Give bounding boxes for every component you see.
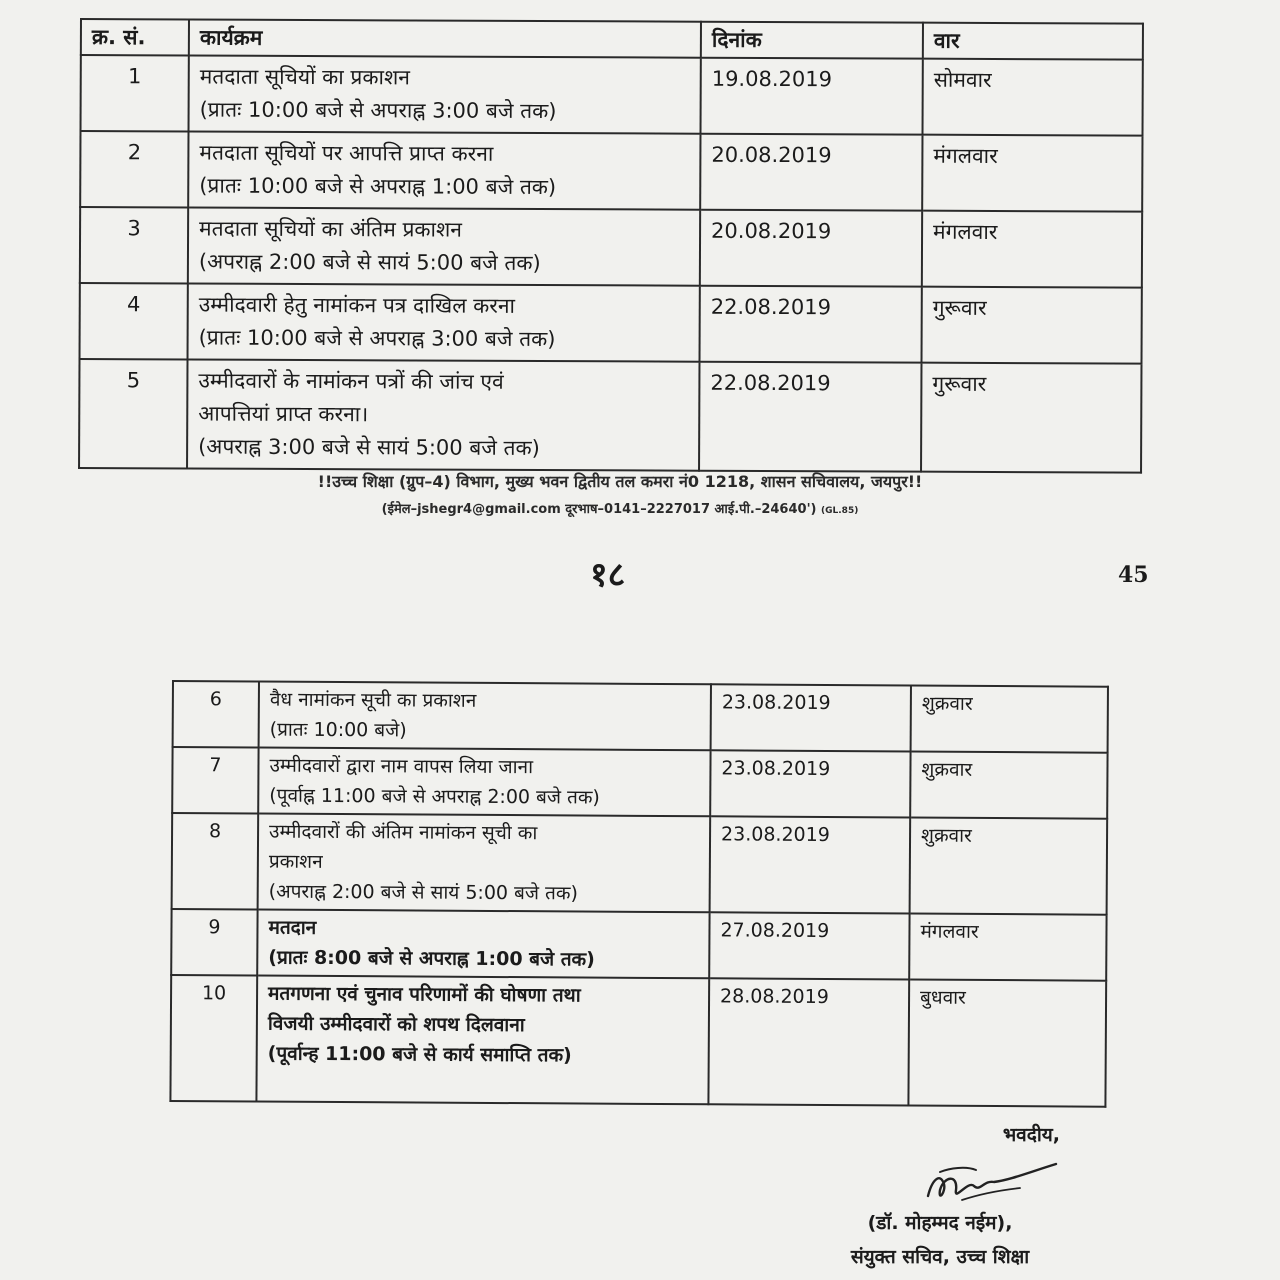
table-row	[173, 681, 1108, 753]
row-day: शुक्रवार	[910, 752, 1107, 819]
program-time: (प्रातः 8:00 बजे से अपराह्न 1:00 बजे तक)	[268, 946, 595, 971]
table-row	[172, 813, 1108, 915]
row-date: 19.08.2019	[701, 58, 923, 135]
row-date: 23.08.2019	[710, 750, 910, 817]
program-time: (पूर्वाह्न 11:00 बजे से अपराह्न 2:00 बजे तक)	[269, 784, 600, 809]
row-sno: 8	[172, 813, 259, 910]
row-program	[188, 207, 700, 285]
program-line: मतदाता सूचियों पर आपत्ति प्राप्त करना	[199, 140, 494, 166]
row-day: गुरूवार	[921, 363, 1141, 473]
footer-address: !!उच्च शिक्षा (ग्रुप–4) विभाग, मुख्य भवन द्वितीय तल कमरा नं0 1218, शासन सचिवालय, जयपुर!!	[317, 472, 923, 491]
row-sno: 1	[81, 55, 189, 131]
table-row	[171, 909, 1106, 981]
row-day: सोमवार	[922, 59, 1142, 136]
table-row	[172, 747, 1107, 819]
program-line: मतगणना एवं चुनाव परिणामों की घोषणा तथा	[268, 982, 581, 1007]
program-time: (पूर्वान्ह 11:00 बजे से कार्य समाप्ति तक)	[267, 1042, 572, 1067]
header-sno: क्र. सं.	[81, 19, 189, 55]
program-line-2: आपत्तियां प्राप्त करना।	[198, 401, 369, 427]
closing-block	[820, 1120, 1060, 1150]
row-sno: 2	[80, 131, 188, 207]
footer-code: (GL.85)	[821, 506, 859, 516]
row-program	[259, 682, 711, 751]
program-line: उम्मीदवारों की अंतिम नामांकन सूची का	[269, 820, 538, 845]
row-date: 22.08.2019	[699, 362, 921, 472]
program-time: (अपराह्न 2:00 बजे से सायं 5:00 बजे तक)	[268, 880, 578, 905]
handwritten-page-mark: १८	[590, 555, 626, 595]
table-header-row	[81, 19, 1143, 60]
row-program	[189, 55, 701, 133]
program-line: उम्मीदवारी हेतु नामांकन पत्र दाखिल करना	[198, 292, 516, 318]
program-line: उम्मीदवारों के नामांकन पत्रों की जांच एवं	[198, 368, 504, 394]
row-sno: 10	[170, 975, 257, 1102]
row-day: मंगलवार	[909, 914, 1106, 981]
row-program	[258, 814, 711, 913]
row-date: 20.08.2019	[700, 134, 922, 211]
program-time: (अपराह्न 2:00 बजे से सायं 5:00 बजे तक)	[198, 249, 541, 276]
row-sno: 3	[80, 207, 188, 283]
row-program	[187, 359, 699, 470]
row-date: 28.08.2019	[708, 978, 909, 1105]
row-date: 23.08.2019	[711, 684, 911, 751]
table-row	[80, 283, 1142, 364]
program-line-2: प्रकाशन	[268, 850, 323, 873]
row-program	[257, 910, 709, 979]
row-date: 20.08.2019	[700, 210, 922, 287]
row-program	[256, 976, 709, 1105]
program-line: मतदाता सूचियों का प्रकाशन	[199, 64, 410, 90]
header-date: दिनांक	[701, 22, 923, 59]
office-footer	[180, 468, 1060, 525]
row-day: मंगलवार	[922, 135, 1142, 212]
program-line: मतदान	[268, 916, 317, 939]
table-row	[81, 55, 1143, 136]
row-sno: 5	[79, 359, 187, 468]
schedule-table-page-1	[78, 18, 1144, 474]
row-day: शुक्रवार	[911, 686, 1108, 753]
row-day: गुरूवार	[922, 287, 1142, 364]
signatory-designation: संयुक्त सचिव, उच्च शिक्षा	[850, 1246, 1030, 1268]
row-sno: 7	[172, 747, 258, 814]
row-date: 23.08.2019	[710, 816, 911, 913]
row-day: बुधवार	[908, 980, 1106, 1107]
row-day: मंगलवार	[922, 211, 1142, 288]
header-program: कार्यक्रम	[189, 19, 701, 57]
row-program	[258, 748, 710, 817]
row-date: 27.08.2019	[709, 912, 909, 979]
program-line: वैध नामांकन सूची का प्रकाशन	[269, 688, 477, 712]
header-day: वार	[923, 23, 1143, 60]
table-row	[79, 359, 1141, 473]
row-sno: 9	[171, 909, 257, 976]
table-row	[80, 207, 1142, 288]
row-sno: 4	[80, 283, 188, 359]
signatory-block	[790, 1206, 1090, 1274]
program-time: (प्रातः 10:00 बजे से अपराह्न 3:00 बजे तक)	[199, 97, 557, 124]
closing-salutation: भवदीय,	[1002, 1124, 1060, 1146]
row-day: शुक्रवार	[910, 818, 1108, 915]
program-time: (प्रातः 10:00 बजे से अपराह्न 3:00 बजे तक)	[198, 325, 556, 352]
program-time: (प्रातः 10:00 बजे से अपराह्न 1:00 बजे तक)	[199, 173, 557, 200]
footer-contact-text: (ईमेल–jshegr4@gmail.com दूरभाष–0141–2227017 आई.पी.–24640')	[381, 502, 817, 517]
table-row	[170, 975, 1106, 1107]
row-program	[188, 283, 700, 361]
row-date: 22.08.2019	[700, 286, 922, 363]
program-time: (प्रातः 10:00 बजे)	[269, 718, 407, 742]
row-sno: 6	[173, 681, 259, 748]
signatory-name: (डॉ. मोहम्मद नईम),	[867, 1212, 1013, 1234]
program-line: मतदाता सूचियों का अंतिम प्रकाशन	[199, 216, 462, 242]
schedule-table-page-2	[169, 680, 1109, 1108]
program-time: (अपराह्न 3:00 बजे से सायं 5:00 बजे तक)	[198, 434, 540, 461]
program-line-2: विजयी उम्मीदवारों को शपथ दिलवाना	[267, 1012, 525, 1037]
row-program	[188, 131, 700, 209]
footer-contact	[180, 496, 1060, 525]
program-line: उम्मीदवारों द्वारा नाम वापस लिया जाना	[269, 754, 534, 779]
page-number: 45	[1118, 562, 1149, 588]
table-row	[80, 131, 1142, 212]
